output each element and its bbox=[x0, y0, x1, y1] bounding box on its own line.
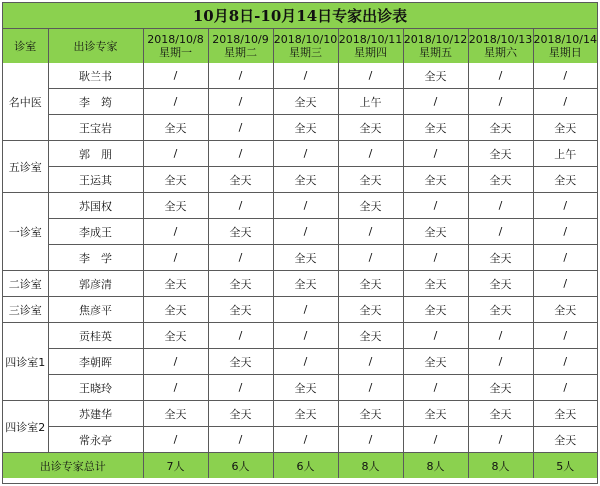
header-day-3 bbox=[273, 29, 338, 63]
schedule-cell: / bbox=[273, 323, 338, 349]
header-date: 2018/10/11 bbox=[338, 33, 403, 46]
table-row bbox=[3, 89, 597, 115]
schedule-cell: / bbox=[468, 63, 533, 89]
header-date: 2018/10/9 bbox=[212, 33, 269, 46]
header-weekday: 星期一 bbox=[159, 46, 192, 59]
schedule-cell: 全天 bbox=[533, 401, 597, 427]
header-day-6 bbox=[468, 29, 533, 63]
schedule-cell: / bbox=[208, 323, 273, 349]
expert-name: 郭 朋 bbox=[48, 141, 143, 167]
schedule-cell: 全天 bbox=[143, 167, 208, 193]
expert-name: 郭彦清 bbox=[48, 271, 143, 297]
header-weekday: 星期三 bbox=[289, 46, 322, 59]
table-row bbox=[3, 323, 597, 349]
header-weekday: 星期日 bbox=[548, 46, 582, 59]
schedule-cell: / bbox=[143, 63, 208, 89]
expert-name: 李 学 bbox=[48, 245, 143, 271]
schedule-cell: 全天 bbox=[338, 271, 403, 297]
expert-name: 常永亭 bbox=[48, 427, 143, 453]
schedule-cell: / bbox=[338, 141, 403, 167]
schedule-cell: / bbox=[533, 271, 597, 297]
schedule-cell: / bbox=[273, 427, 338, 453]
schedule-cell: 全天 bbox=[273, 115, 338, 141]
schedule-cell: / bbox=[533, 63, 597, 89]
table-row bbox=[3, 115, 597, 141]
schedule-cell: 全天 bbox=[143, 115, 208, 141]
header-weekday: 星期六 bbox=[484, 46, 517, 59]
schedule-cell: 全天 bbox=[143, 297, 208, 323]
schedule-cell: 全天 bbox=[468, 141, 533, 167]
schedule-cell: / bbox=[143, 89, 208, 115]
schedule-cell: 全天 bbox=[403, 271, 468, 297]
schedule-cell: 上午 bbox=[533, 141, 597, 167]
table-row bbox=[3, 245, 597, 271]
schedule-cell: / bbox=[403, 323, 468, 349]
schedule-cell: / bbox=[403, 427, 468, 453]
schedule-cell: 上午 bbox=[338, 89, 403, 115]
schedule-cell: 全天 bbox=[338, 297, 403, 323]
total-cell: 8人 bbox=[468, 453, 533, 479]
schedule-cell: / bbox=[143, 349, 208, 375]
schedule-cell: / bbox=[533, 89, 597, 115]
schedule-cell: / bbox=[338, 349, 403, 375]
table-row bbox=[3, 63, 597, 89]
schedule-cell: 全天 bbox=[403, 349, 468, 375]
schedule-cell: / bbox=[338, 427, 403, 453]
expert-name: 苏建华 bbox=[48, 401, 143, 427]
schedule-cell: / bbox=[208, 375, 273, 401]
schedule-cell: 全天 bbox=[403, 115, 468, 141]
schedule-cell: / bbox=[468, 219, 533, 245]
schedule-cell: / bbox=[208, 141, 273, 167]
schedule-cell: / bbox=[273, 63, 338, 89]
table-row bbox=[3, 297, 597, 323]
schedule-cell: 全天 bbox=[338, 115, 403, 141]
schedule-cell: 全天 bbox=[403, 401, 468, 427]
schedule-cell: 全天 bbox=[338, 401, 403, 427]
schedule-cell: 全天 bbox=[143, 401, 208, 427]
header-date: 2018/10/8 bbox=[147, 33, 204, 46]
schedule-cell: / bbox=[533, 349, 597, 375]
schedule-cell: / bbox=[273, 297, 338, 323]
schedule-cell: / bbox=[208, 245, 273, 271]
table-row bbox=[3, 167, 597, 193]
total-cell: 6人 bbox=[273, 453, 338, 479]
header-room: 诊室 bbox=[3, 29, 48, 63]
total-cell: 6人 bbox=[208, 453, 273, 479]
schedule-cell: / bbox=[338, 245, 403, 271]
header-date: 2018/10/12 bbox=[403, 33, 468, 46]
schedule-sheet bbox=[2, 2, 598, 484]
schedule-cell: / bbox=[533, 375, 597, 401]
schedule-cell: 全天 bbox=[143, 193, 208, 219]
schedule-cell: / bbox=[208, 89, 273, 115]
schedule-cell: / bbox=[273, 219, 338, 245]
totals-label: 出诊专家总计 bbox=[3, 453, 143, 479]
schedule-cell: 全天 bbox=[468, 271, 533, 297]
schedule-cell: 全天 bbox=[208, 271, 273, 297]
header-day-5 bbox=[403, 29, 468, 63]
header-weekday: 星期四 bbox=[354, 46, 387, 59]
schedule-cell: 全天 bbox=[533, 427, 597, 453]
schedule-cell: / bbox=[468, 193, 533, 219]
header-date: 2018/10/13 bbox=[468, 33, 533, 46]
header-day-4 bbox=[338, 29, 403, 63]
expert-name: 王宝岩 bbox=[48, 115, 143, 141]
room-name: 三诊室 bbox=[3, 297, 48, 323]
schedule-cell: / bbox=[143, 245, 208, 271]
totals-row bbox=[3, 453, 597, 479]
schedule-cell: 全天 bbox=[273, 89, 338, 115]
schedule-cell: / bbox=[143, 427, 208, 453]
schedule-cell: / bbox=[468, 89, 533, 115]
schedule-cell: 全天 bbox=[338, 193, 403, 219]
table-row bbox=[3, 141, 597, 167]
schedule-cell: 全天 bbox=[468, 375, 533, 401]
schedule-cell: / bbox=[143, 141, 208, 167]
schedule-cell: / bbox=[533, 219, 597, 245]
header-date: 2018/10/10 bbox=[273, 33, 338, 46]
schedule-title: 10月8日-10月14日专家出诊表 bbox=[3, 3, 597, 29]
schedule-cell: / bbox=[208, 427, 273, 453]
schedule-cell: 全天 bbox=[273, 167, 338, 193]
schedule-cell: / bbox=[273, 349, 338, 375]
header-day-7 bbox=[533, 29, 597, 63]
expert-name: 李朝晖 bbox=[48, 349, 143, 375]
header-weekday: 星期二 bbox=[224, 46, 257, 59]
schedule-cell: 全天 bbox=[468, 115, 533, 141]
schedule-cell: / bbox=[208, 115, 273, 141]
schedule-cell: 全天 bbox=[468, 167, 533, 193]
schedule-cell: 全天 bbox=[338, 323, 403, 349]
schedule-cell: / bbox=[143, 375, 208, 401]
schedule-cell: 全天 bbox=[468, 245, 533, 271]
schedule-cell: / bbox=[338, 63, 403, 89]
expert-name: 王运其 bbox=[48, 167, 143, 193]
schedule-cell: / bbox=[468, 323, 533, 349]
total-cell: 8人 bbox=[338, 453, 403, 479]
table-row bbox=[3, 375, 597, 401]
expert-name: 李成王 bbox=[48, 219, 143, 245]
schedule-cell: 全天 bbox=[403, 167, 468, 193]
schedule-cell: 全天 bbox=[403, 219, 468, 245]
table-row bbox=[3, 271, 597, 297]
schedule-cell: 全天 bbox=[273, 271, 338, 297]
room-name: 四诊室2 bbox=[3, 401, 48, 453]
schedule-cell: 全天 bbox=[468, 401, 533, 427]
expert-name: 李 筠 bbox=[48, 89, 143, 115]
schedule-cell: 全天 bbox=[208, 401, 273, 427]
header-date: 2018/10/14 bbox=[533, 33, 597, 46]
room-name: 名中医 bbox=[3, 63, 48, 141]
schedule-cell: / bbox=[208, 63, 273, 89]
table-row bbox=[3, 427, 597, 453]
schedule-cell: / bbox=[143, 219, 208, 245]
header-day-2 bbox=[208, 29, 273, 63]
schedule-cell: 全天 bbox=[143, 323, 208, 349]
header-row bbox=[3, 29, 597, 63]
schedule-cell: / bbox=[468, 427, 533, 453]
expert-name: 耿兰书 bbox=[48, 63, 143, 89]
table-row bbox=[3, 219, 597, 245]
schedule-cell: 全天 bbox=[273, 245, 338, 271]
schedule-cell: / bbox=[403, 375, 468, 401]
expert-name: 苏国权 bbox=[48, 193, 143, 219]
expert-name: 王晓玲 bbox=[48, 375, 143, 401]
header-day-1 bbox=[143, 29, 208, 63]
schedule-cell: 全天 bbox=[403, 297, 468, 323]
schedule-cell: 全天 bbox=[338, 167, 403, 193]
schedule-cell: / bbox=[468, 349, 533, 375]
schedule-cell: / bbox=[403, 193, 468, 219]
room-name: 四诊室1 bbox=[3, 323, 48, 401]
room-name: 二诊室 bbox=[3, 271, 48, 297]
schedule-cell: / bbox=[338, 219, 403, 245]
schedule-cell: / bbox=[403, 89, 468, 115]
expert-name: 贡桂英 bbox=[48, 323, 143, 349]
schedule-cell: / bbox=[273, 141, 338, 167]
schedule-cell: 全天 bbox=[403, 63, 468, 89]
schedule-cell: 全天 bbox=[273, 401, 338, 427]
schedule-cell: / bbox=[533, 193, 597, 219]
expert-name: 焦彦平 bbox=[48, 297, 143, 323]
total-cell: 7人 bbox=[143, 453, 208, 479]
schedule-cell: / bbox=[403, 245, 468, 271]
table-row bbox=[3, 349, 597, 375]
schedule-cell: 全天 bbox=[143, 271, 208, 297]
schedule-cell: / bbox=[403, 141, 468, 167]
schedule-cell: 全天 bbox=[533, 115, 597, 141]
schedule-cell: 全天 bbox=[468, 297, 533, 323]
room-name: 一诊室 bbox=[3, 193, 48, 271]
schedule-cell: / bbox=[273, 193, 338, 219]
schedule-cell: 全天 bbox=[533, 297, 597, 323]
schedule-cell: / bbox=[208, 193, 273, 219]
schedule-cell: 全天 bbox=[208, 297, 273, 323]
header-expert: 出诊专家 bbox=[48, 29, 143, 63]
schedule-cell: / bbox=[533, 323, 597, 349]
schedule-cell: / bbox=[338, 375, 403, 401]
schedule-cell: 全天 bbox=[208, 349, 273, 375]
schedule-table bbox=[3, 29, 597, 478]
total-cell: 5人 bbox=[533, 453, 597, 479]
room-name: 五诊室 bbox=[3, 141, 48, 193]
table-row bbox=[3, 193, 597, 219]
schedule-cell: 全天 bbox=[273, 375, 338, 401]
schedule-cell: / bbox=[533, 245, 597, 271]
table-row bbox=[3, 401, 597, 427]
header-weekday: 星期五 bbox=[419, 46, 452, 59]
schedule-cell: 全天 bbox=[208, 219, 273, 245]
schedule-cell: 全天 bbox=[208, 167, 273, 193]
total-cell: 8人 bbox=[403, 453, 468, 479]
schedule-cell: 全天 bbox=[533, 167, 597, 193]
